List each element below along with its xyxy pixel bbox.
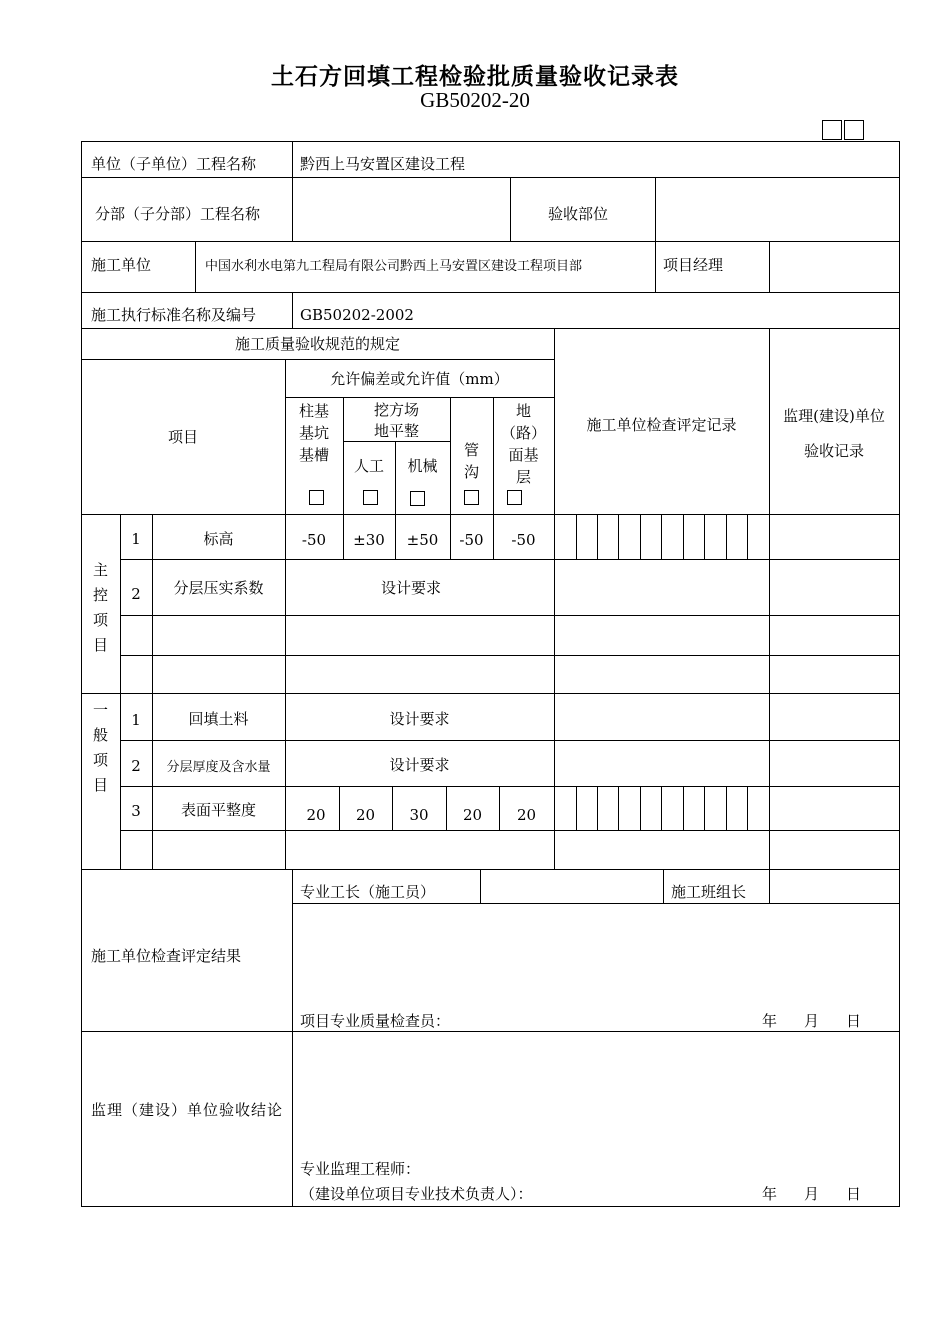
col-pillar-pit: 柱基 基坑 基槽 — [298, 402, 329, 464]
general-row-2-requirement: 设计要求 — [389, 756, 450, 774]
standard-label: 施工执行标准名称及编号 — [91, 306, 257, 324]
inspection-part-label: 验收部位 — [548, 205, 609, 223]
col-site-leveling: 挖方场 地平整 — [373, 401, 419, 440]
general-row-3-val-1: 20 — [306, 806, 326, 824]
supervision-conclusion-label: 监理（建设）单位验收结论 — [91, 1101, 284, 1119]
main-row-2-no: 2 — [131, 585, 141, 603]
general-row-3-name: 表面平整度 — [180, 801, 256, 819]
item-heading: 项目 — [167, 428, 198, 446]
form-title: 土石方回填工程检验批质量验收记录表 — [271, 64, 679, 90]
general-row-1-requirement: 设计要求 — [389, 710, 450, 728]
main-row-2-requirement: 设计要求 — [380, 579, 441, 597]
checkbox-pipe[interactable] — [464, 490, 479, 505]
col-machine: 机械 — [407, 457, 438, 475]
conclusion-month: 月 — [804, 1185, 820, 1203]
main-row-1-val-3: ±50 — [406, 531, 439, 549]
main-row-2-name: 分层压实系数 — [173, 579, 264, 597]
main-row-1-val-4: -50 — [459, 531, 484, 549]
main-row-1-name: 标高 — [203, 530, 234, 548]
general-row-2-name: 分层厚度及含水量 — [166, 760, 271, 775]
main-row-1-no: 1 — [131, 530, 141, 548]
contractor-result-label: 施工单位检查评定结果 — [91, 947, 242, 965]
contractor-value[interactable]: 中国水利水电第九工程局有限公司黔西上马安置区建设工程项目部 — [205, 259, 583, 274]
supervising-engineer-label: 专业监理工程师： — [300, 1160, 421, 1178]
project-manager-label: 项目经理 — [663, 256, 724, 274]
check-record-heading: 施工单位检查评定记录 — [586, 416, 737, 434]
general-row-2-no: 2 — [131, 757, 141, 775]
conclusion-day: 日 — [846, 1185, 862, 1203]
team-leader-label: 施工班组长 — [671, 883, 747, 901]
col-road-base: 地 （路） 面基 层 — [500, 402, 546, 486]
spec-heading: 施工质量验收规范的规定 — [234, 335, 400, 353]
checkbox-pillar[interactable] — [309, 490, 324, 505]
general-items-label: 一 般 项 目 — [92, 701, 108, 794]
standard-value[interactable]: GB50202-2002 — [300, 306, 414, 324]
result-day: 日 — [846, 1012, 862, 1030]
contractor-label: 施工单位 — [91, 256, 152, 274]
checkbox-road[interactable] — [507, 490, 522, 505]
foreman-label: 专业工长（施工员） — [300, 883, 436, 901]
main-row-1-val-1: -50 — [301, 531, 327, 549]
serial-box-1[interactable] — [822, 120, 842, 140]
col-manual: 人工 — [353, 457, 384, 475]
checkbox-machine[interactable] — [410, 491, 425, 506]
general-row-1-no: 1 — [131, 711, 141, 729]
main-control-label: 主 控 项 目 — [92, 561, 108, 654]
col-pipe-trench: 管 沟 — [463, 441, 479, 481]
checkbox-manual[interactable] — [363, 490, 378, 505]
unit-project-label: 单位（子单位）工程名称 — [91, 155, 257, 173]
main-row-1-val-2: ±30 — [353, 531, 385, 549]
general-row-3-val-4: 20 — [462, 806, 483, 824]
owner-technical-lead-label: （建设单位项目专业技术负责人）： — [300, 1185, 533, 1203]
general-row-1-name: 回填土料 — [188, 710, 249, 728]
unit-project-value[interactable]: 黔西上马安置区建设工程 — [300, 155, 466, 173]
general-row-3-val-3: 30 — [409, 806, 429, 824]
result-year: 年 — [762, 1012, 778, 1030]
subdivision-label: 分部（子分部）工程名称 — [95, 205, 261, 223]
main-row-1-val-5: -50 — [511, 531, 536, 549]
general-row-3-no: 3 — [131, 802, 141, 820]
form-code: GB50202-20 — [420, 88, 530, 112]
quality-inspector-label: 项目专业质量检查员： — [300, 1012, 451, 1030]
result-month: 月 — [804, 1012, 820, 1030]
supervision-record-heading: 监理(建设)单位 验收记录 — [783, 407, 885, 460]
conclusion-year: 年 — [762, 1185, 778, 1203]
allowance-heading: 允许偏差或允许值（mm） — [330, 370, 509, 388]
general-row-3-val-5: 20 — [516, 806, 537, 824]
serial-box-2[interactable] — [844, 120, 864, 140]
general-row-3-val-2: 20 — [355, 806, 376, 824]
